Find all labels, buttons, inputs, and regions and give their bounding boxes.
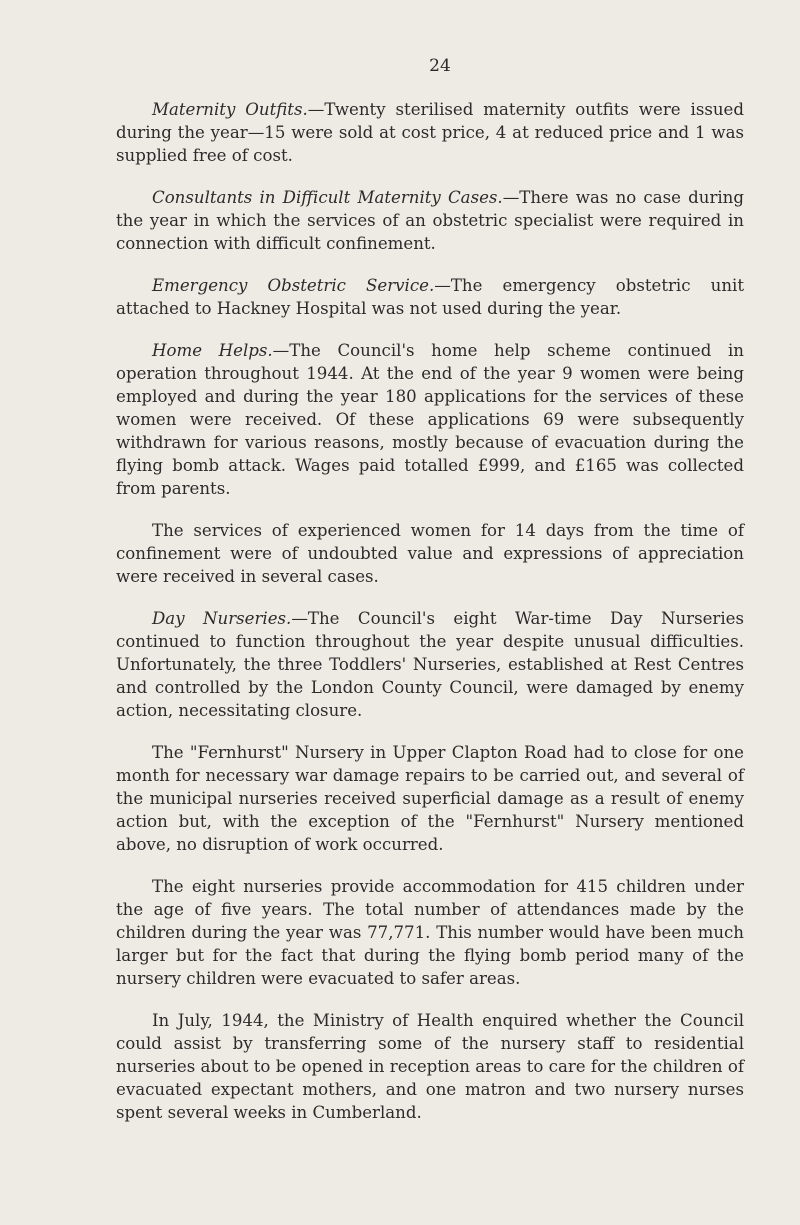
paragraph-experienced-women (116, 519, 744, 588)
paragraph-text: —There was no case during the year in which the services of an obstetric specialist were required in connection with difficult confinement. (116, 188, 744, 253)
paragraph-ministry-of-health (116, 1009, 744, 1124)
paragraph-emergency-obstetric (116, 274, 744, 320)
paragraph-text: —Twenty sterilised maternity outfits were issued during the year—15 were sold at cost price, 4 at reduced price and 1 was supplied free of cost. (116, 100, 744, 165)
paragraph-text: —The Council's home help scheme continued in operation throughout 1944. At the end of the year 9 women were being employed and during the year 180 applications for the services of these women were received. Of these applications 69 were subsequently withdrawn for various reasons, mostly because of evacuation during the flying bomb attack. Wages paid totalled £999, and £165 was collected from parents. (116, 341, 744, 498)
paragraph-accommodation (116, 875, 744, 990)
paragraph-heading: Home Helps. (152, 341, 273, 360)
paragraph-text: In July, 1944, the Ministry of Health enquired whether the Council could assist by transferring some of the nursery staff to residential nurseries about to be opened in reception areas to care for the children of evacuated expectant mothers, and one matron and two nursery nurses spent several weeks in Cumberland. (116, 1011, 744, 1122)
paragraph-home-helps (116, 339, 744, 500)
paragraph-consultants (116, 186, 744, 255)
paragraph-heading: Consultants in Difficult Maternity Cases. (152, 188, 503, 207)
paragraph-heading: Maternity Outfits. (152, 100, 308, 119)
paragraph-heading: Day Nurseries. (152, 609, 292, 628)
paragraph-day-nurseries (116, 607, 744, 722)
paragraph-text: The "Fernhurst" Nursery in Upper Clapton Road had to close for one month for necessary war damage repairs to be carried out, and several of the municipal nurseries received superficial damage as a result of enemy action but, with the exception of the "Fernhurst" Nursery mentioned above, no disruption of work occurred. (116, 743, 744, 854)
paragraph-fernhurst (116, 741, 744, 856)
paragraph-text: The eight nurseries provide accommodation for 415 children under the age of five years. The total number of attendances made by the children during the year was 77,771. This number would have been much larger but for the fact that during the flying bomb period many of the nursery children were evacuated to safer areas. (116, 877, 744, 988)
paragraph-heading: Emergency Obstetric Service. (152, 276, 435, 295)
document-page (116, 55, 744, 1143)
paragraph-text: The services of experienced women for 14 days from the time of confinement were of undoubted value and expressions of appreciation were received in several cases. (116, 521, 744, 586)
paragraph-text: —The emergency obstetric unit attached to Hackney Hospital was not used during the year. (116, 276, 744, 318)
page-number: 24 (429, 56, 451, 76)
paragraph-text: —The Council's eight War-time Day Nurseries continued to function throughout the year despite unusual difficulties. Unfortunately, the three Toddlers' Nurseries, established at Rest Centres and controlled by the London County Council, were damaged by enemy action, necessitating closure. (116, 609, 744, 720)
paragraph-maternity-outfits (116, 98, 744, 167)
